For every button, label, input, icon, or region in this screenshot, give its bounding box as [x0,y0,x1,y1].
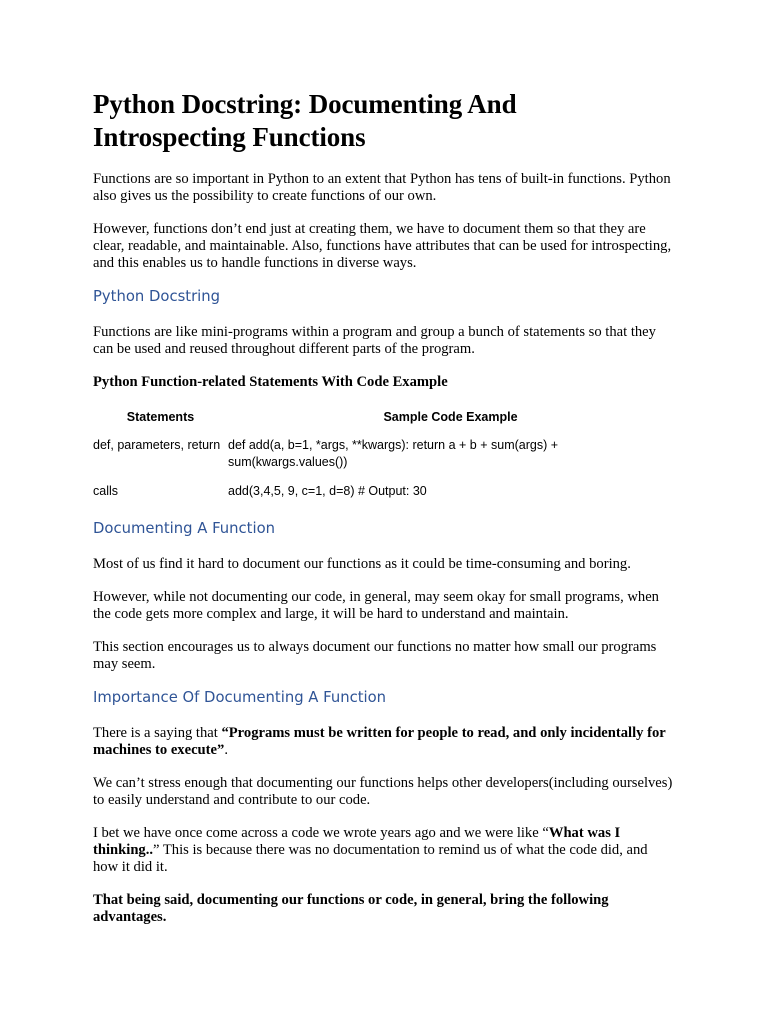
advantages-lead-text: That being said, documenting our functions or code, in general, bring the following advantages. [93,892,609,925]
quote-lead-text: There is a saying that [93,725,222,741]
anecdote-lead-text: I bet we have once come across a code we wrote years ago and we were like “ [93,825,549,841]
section2-paragraph-2: However, while not documenting our code, in general, may seem okay for small programs, when the code gets more complex and large, it will be hard to understand and maintain. [93,589,659,622]
table-cell-statement: calls [93,484,119,498]
page-title: Python Docstring: Documenting And Introspecting Functions [93,89,517,152]
table-header-row [93,409,673,437]
statements-table [93,409,673,512]
section2-paragraph-1: Most of us find it hard to document our functions as it could be time-consuming and boring. [93,556,631,572]
section3-paragraph-3 [93,825,673,876]
section-heading-importance: Importance Of Documenting A Function [93,689,387,706]
intro-paragraph-2: However, functions don’t end just at creating them, we have to document them so that they are clear, readable, and maintainable. Also, functions have attributes that can be used for introspecting, and this enables us to handle functions in diverse ways. [93,221,672,271]
table-row [93,483,673,512]
table-row [93,437,673,483]
section3-paragraph-2: We can’t stress enough that documenting our functions helps other developers(including ourselves) to easily understand and contribute to our code. [93,775,673,808]
section-heading-python-docstring: Python Docstring [93,288,221,305]
table-header-sample-code: Sample Code Example [383,410,518,424]
document-page [93,88,673,942]
quote-trailing-text: . [224,742,228,758]
section2-paragraph-3: This section encourages us to always document our functions no matter how small our programs may seem. [93,639,657,672]
table-header-statements: Statements [126,410,195,424]
table-cell-code: def add(a, b=1, *args, **kwargs): return a + b + sum(args) + sum(kwargs.values()) [228,438,559,469]
section3-paragraph-1 [93,725,673,759]
table-cell-code: add(3,4,5, 9, c=1, d=8) # Output: 30 [228,484,427,498]
anecdote-trailing-text: ” This is because there was no documentation to remind us of what the code did, and how it did it. [93,842,648,875]
section1-paragraph: Functions are like mini-programs within a program and group a bunch of statements so that they can be used and reused throughout different parts of the program. [93,324,656,357]
quote-text: “Programs must be written for people to read, and only incidentally for machines to execute” [93,725,666,758]
section3-paragraph-4 [93,892,673,926]
intro-paragraph-1: Functions are so important in Python to an extent that Python has tens of built-in functions. Python also gives us the possibility to create functions of our own. [93,171,671,204]
section-heading-documenting-a-function: Documenting A Function [93,520,276,537]
table-cell-statement: def, parameters, return [93,438,221,452]
table-title: Python Function-related Statements With Code Example [93,374,448,390]
anecdote-bold-text: What was I thinking.. [93,825,621,858]
